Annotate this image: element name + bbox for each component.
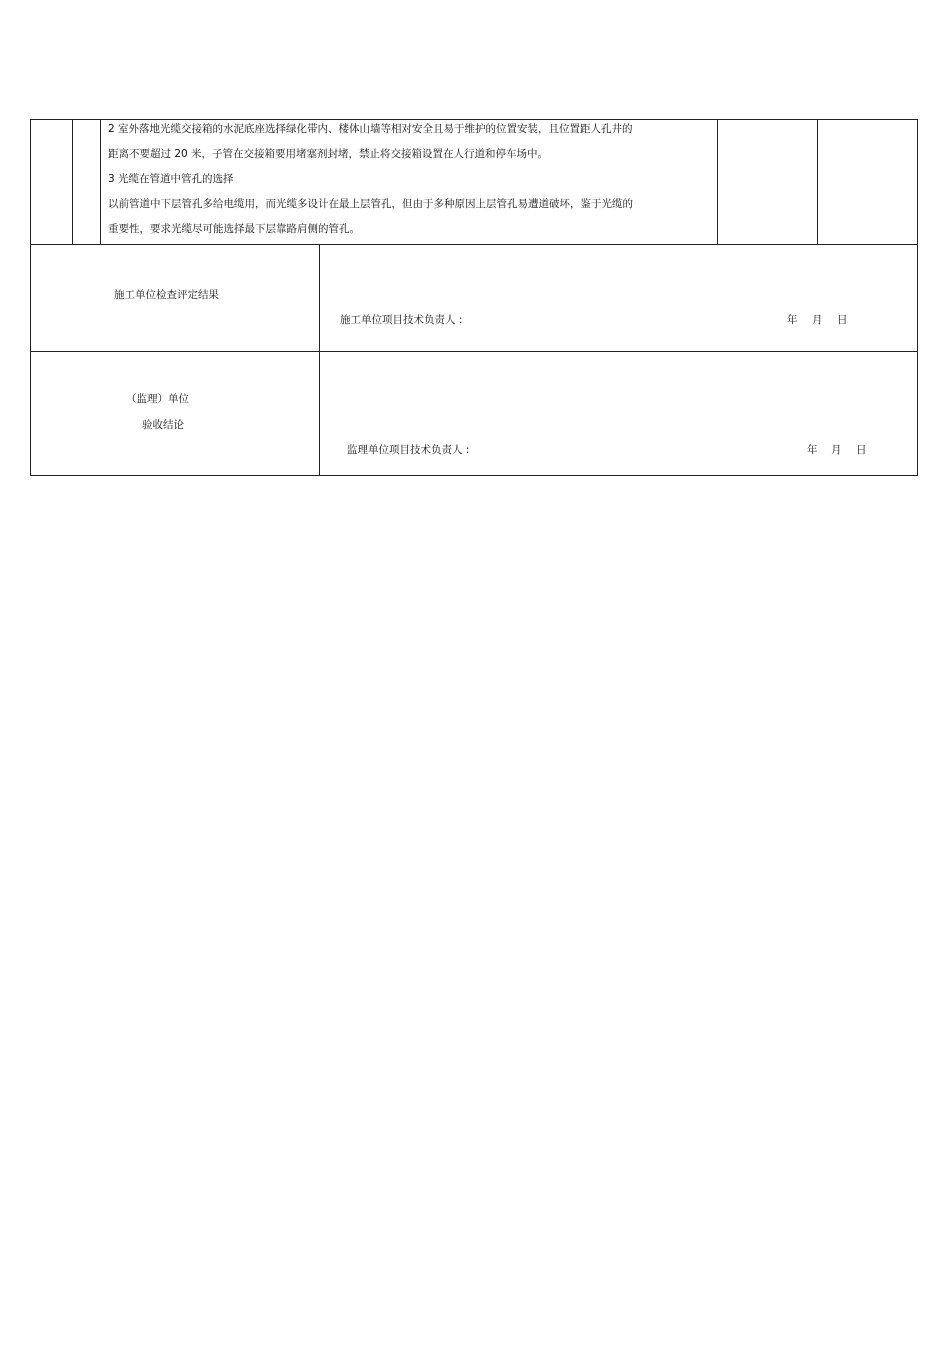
supervision-date-day: 日 [856,444,867,456]
col-divider-lower [319,244,320,476]
supervision-conclusion-label: 验收结论 [142,419,184,431]
spec-line-4: 以前管道中下层管孔多给电缆用，而光缆多设计在最上层管孔，但由于多种原因上层管孔易遭道破坏，鉴于光缆的 [108,198,633,210]
construction-signer-label: 施工单位项目技术负责人 : [340,314,463,326]
supervision-date-month: 月 [831,444,842,456]
supervision-unit-label: （监理）单位 [126,393,189,405]
spec-line-5: 重要性，要求光缆尽可能选择最下层靠路肩侧的管孔。 [108,223,360,235]
supervision-date-year: 年 [807,444,818,456]
col-divider-1 [72,119,73,244]
supervision-signer-label: 监理单位项目技术负责人 : [347,444,470,456]
spec-line-2: 距离不要超过 20 米，子管在交接箱要用堵塞剂封堵，禁止将交接箱设置在人行道和停车场中。 [108,148,549,160]
row-divider-2 [30,351,918,352]
col-divider-4 [817,119,818,244]
construction-date-year: 年 [787,314,798,326]
construction-result-label: 施工单位检查评定结果 [114,289,219,301]
col-divider-3 [717,119,718,244]
construction-date-month: 月 [812,314,823,326]
construction-date-day: 日 [837,314,848,326]
spec-line-1: 2 室外落地光缆交接箱的水泥底座选择绿化带内、楼体山墙等相对安全且易于维护的位置安装，且位置距人孔井的 [108,123,633,135]
row-divider-1 [30,244,918,245]
col-divider-2 [100,119,101,244]
spec-line-3: 3 光缆在管道中管孔的选择 [108,173,234,185]
